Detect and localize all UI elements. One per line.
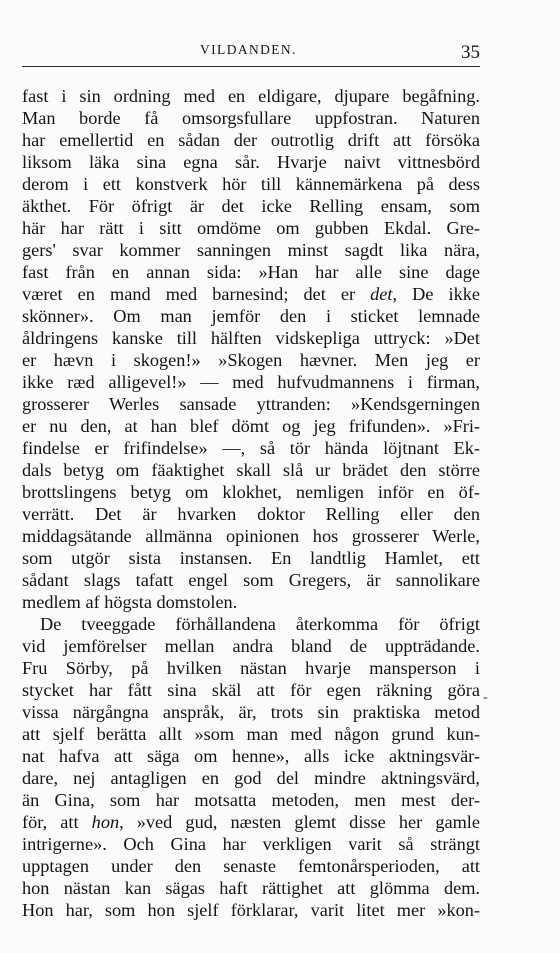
text-line: fast från en annan sida: »Han har alle sine dage <box>22 262 480 282</box>
body-text <box>22 85 480 921</box>
text-line: Hon har, som hon sjelf förklarar, varit litet mer »kon- <box>22 900 480 920</box>
text-line: än Gina, som har motsatta metoden, men mest der- <box>22 790 480 810</box>
page-number: 35 <box>461 42 480 63</box>
text-line: dals betyg om fäaktighet skall slå ur brädet den större <box>22 460 480 480</box>
text-line: middagsätande allmänna opinionen hos grosserer Werle, <box>22 526 480 546</box>
text-line: er hævn i skogen!» »Skogen hævner. Men jeg er <box>22 350 480 370</box>
text-line: Fru Sörby, på hvilken nästan hvarje mansperson i <box>22 658 480 678</box>
text-line: gers' svar kommer sanningen minst sagdt lika nära, <box>22 240 480 260</box>
text-line: brottslingens betyg om klokhet, nemligen inför en öf- <box>22 482 480 502</box>
text-line: findelse er frifindelse» —, så tör hända löjtnant Ek- <box>22 438 480 458</box>
text-line: här har rätt i sitt omdöme om gubben Ekdal. Gre- <box>22 218 480 238</box>
text-line: er nu den, at han blef dömt og jeg frifunden». »Fri- <box>22 416 480 436</box>
text-line: dare, nej antagligen en god del mindre aktningsvärd, <box>22 768 480 788</box>
text-line: verrätt. Det är hvarken doktor Relling eller den <box>22 504 480 524</box>
text-line: fast i sin ordning med en eldigare, djupare begåfning. <box>22 86 480 106</box>
text-line: grosserer Werles sansade yttranden: »Kendsgerningen <box>22 394 480 414</box>
text-line: liksom läka sina egna sår. Hvarje naivt vittnesbörd <box>22 152 480 172</box>
text-line: sådant slags tafatt engel som Gregers, är sannolikare <box>22 570 480 590</box>
text-line: äkthet. För öfrigt är det icke Relling ensam, som <box>22 196 480 216</box>
text-line: vid jemförelser mellan andra bland de uppträdande. <box>22 636 480 656</box>
text-line: været en mand med barnesind; det er det, De ikke <box>22 284 480 304</box>
text-line: stycket har fått sina skäl att för egen räkning göra <box>22 680 480 700</box>
header-rule <box>22 66 480 67</box>
running-header <box>22 38 480 68</box>
text-line: att sjelf berätta allt »som man med någon grund kun- <box>22 724 480 744</box>
text-line: skönner». Om man jemför den i sticket lemnade <box>22 306 480 326</box>
text-line: medlem af högsta domstolen. <box>22 592 238 612</box>
text-line: åldringens kanske till hälften vidskepliga uttryck: »Det <box>22 328 480 348</box>
text-line: nat hafva att säga om henne», alls icke aktningsvär- <box>22 746 480 766</box>
text-line: ikke ræd alligevel!» — med hufvudmannens i firman, <box>22 372 480 392</box>
text-line: har emellertid en sådan der outrotlig drift att försöka <box>22 130 480 150</box>
text-line: derom i ett konstverk hör till kännemärkena på dess <box>22 174 480 194</box>
text-line: upptagen under den senaste femtonårsperioden, att <box>22 856 480 876</box>
margin-mark: - <box>483 690 488 705</box>
text-line: för, att hon, »ved gud, næsten glemt disse her gamle <box>22 812 480 832</box>
text-line: De tveeggade förhållandena återkomma för öfrigt <box>40 614 480 634</box>
running-title: VILDANDEN. <box>200 42 297 57</box>
text-line: som utgör sista instansen. En landtlig Hamlet, ett <box>22 548 480 568</box>
text-line: hon nästan kan sägas haft rättighet att glömma dem. <box>22 878 480 898</box>
text-line: Man borde få omsorgsfullare uppfostran. Naturen <box>22 108 480 128</box>
text-line: intrigerne». Och Gina har verkligen varit så strängt <box>22 834 480 854</box>
text-line: vissa närgångna anspråk, är, trots sin praktiska metod <box>22 702 480 722</box>
